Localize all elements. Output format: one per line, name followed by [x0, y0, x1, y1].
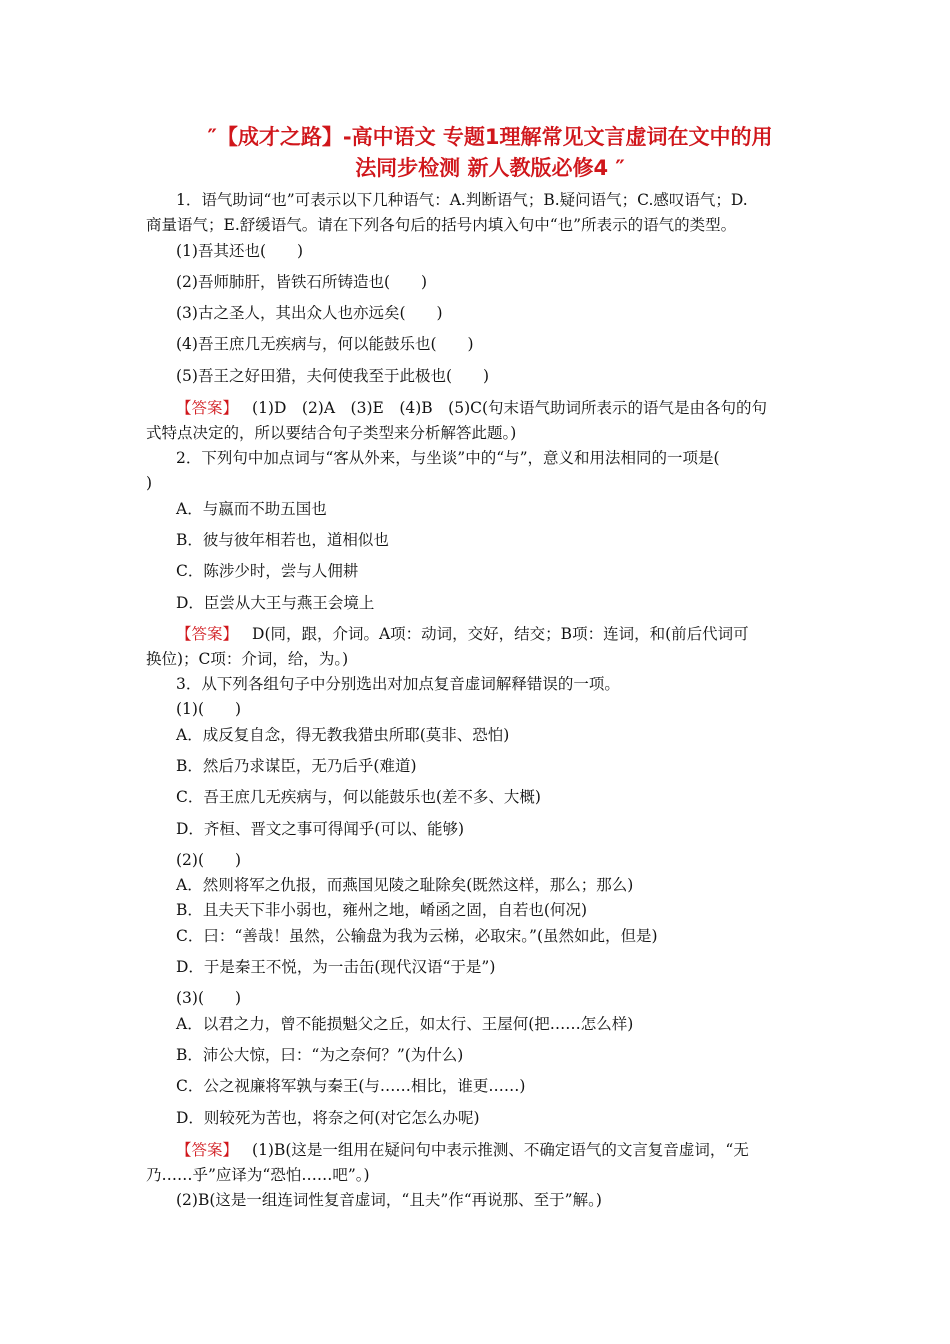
answer-label: 【答案】: [176, 1141, 239, 1159]
answer-label: 【答案】: [176, 625, 239, 643]
answer-3-cont: 乃……乎”应译为“恐怕……吧”。): [146, 1166, 370, 1184]
q2-option-d: D．臣尝从大王与燕王会境上: [176, 594, 375, 612]
q3-3-option-a: A．以君之力，曾不能损魁父之丘，如太行、王屋何(把……怎么样): [176, 1015, 634, 1033]
question-1-stem: 1．语气助词“也”可表示以下几种语气：A.判断语气；B.疑问语气；C.感叹语气；D.: [176, 191, 748, 209]
answer-label: 【答案】: [176, 399, 239, 417]
q2-option-c: C．陈涉少时，尝与人佣耕: [176, 562, 359, 580]
answer-1-cont: 式特点决定的，所以要结合句子类型来分析解答此题。): [146, 424, 517, 442]
q3-part-3: (3)( ): [176, 989, 242, 1007]
answer-1: [176, 398, 767, 418]
answer-3: [176, 1140, 749, 1160]
q3-1-option-d: D．齐桓、晋文之事可得闻乎(可以、能够): [176, 820, 465, 838]
q3-1-option-c: C．吾王庶几无疾病与，何以能鼓乐也(差不多、大概): [176, 788, 541, 806]
q3-1-option-b: B．然后乃求谋臣，无乃后乎(难道): [176, 757, 417, 775]
q3-3-option-b: B．沛公大惊，曰：“为之奈何？”(为什么): [176, 1046, 464, 1064]
doc-title-line-1: ″【成才之路】-高中语文 专题1理解常见文言虚词在文中的用: [207, 125, 773, 149]
q1-item-1: (1)吾其还也( ): [176, 242, 304, 260]
q3-2-option-d: D．于是秦王不悦，为一击缶(现代汉语“于是”): [176, 958, 496, 976]
doc-title-line-2: 法同步检测 新人教版必修4 ″: [355, 156, 625, 180]
answer-1-text: (1)D (2)A (3)E (4)B (5)C(句末语气助词所表示的语气是由各句的句: [252, 399, 768, 417]
q3-3-option-d: D．则较死为苦也，将奈之何(对它怎么办呢): [176, 1109, 480, 1127]
answer-3-part-2: (2)B(这是一组连词性复音虚词，“且夫”作“再说那、至于”解。): [176, 1191, 602, 1209]
question-3-stem: 3．从下列各组句子中分别选出对加点复音虚词解释错误的一项。: [176, 675, 620, 693]
q3-3-option-c: C．公之视廉将军孰与秦王(与……相比，谁更……): [176, 1077, 526, 1095]
q3-part-2: (2)( ): [176, 851, 242, 869]
q1-item-3: (3)古之圣人，其出众人也亦远矣( ): [176, 304, 443, 322]
answer-2: [176, 624, 749, 644]
q3-2-option-c: C．曰：“善哉！虽然，公输盘为我为云梯，必取宋。”(虽然如此，但是): [176, 927, 658, 945]
q3-part-1: (1)( ): [176, 700, 242, 718]
answer-2-cont: 换位)；C项：介词，给，为。): [146, 650, 349, 668]
q2-option-b: B．彼与彼年相若也，道相似也: [176, 531, 389, 549]
q1-item-2: (2)吾师肺肝，皆铁石所铸造也( ): [176, 273, 428, 291]
question-2-stem: 2．下列句中加点词与“客从外来，与坐谈”中的“与”，意义和用法相同的一项是(: [176, 449, 720, 467]
question-1-stem-cont: 商量语气；E.舒缓语气。请在下列各句后的括号内填入句中“也”所表示的语气的类型。: [146, 216, 737, 234]
answer-3-text: (1)B(这是一组用在疑问句中表示推测、不确定语气的文言复音虚词，“无: [252, 1141, 749, 1159]
q3-2-option-a: A．然则将军之仇报，而燕国见陵之耻除矣(既然这样，那么；那么): [176, 876, 634, 894]
q1-item-4: (4)吾王庶几无疾病与，何以能鼓乐也( ): [176, 335, 474, 353]
q2-option-a: A．与嬴而不助五国也: [176, 500, 327, 518]
q3-2-option-b: B．且夫天下非小弱也，雍州之地，崤函之固，自若也(何况): [176, 901, 587, 919]
q3-1-option-a: A．成反复自念，得无教我猎虫所耶(莫非、恐怕): [176, 726, 510, 744]
q1-item-5: (5)吾王之好田猎，夫何使我至于此极也( ): [176, 367, 490, 385]
answer-2-text: D(同，跟，介词。A项：动词，交好，结交；B项：连词，和(前后代词可: [252, 625, 749, 643]
question-2-stem-cont: ): [146, 474, 153, 492]
